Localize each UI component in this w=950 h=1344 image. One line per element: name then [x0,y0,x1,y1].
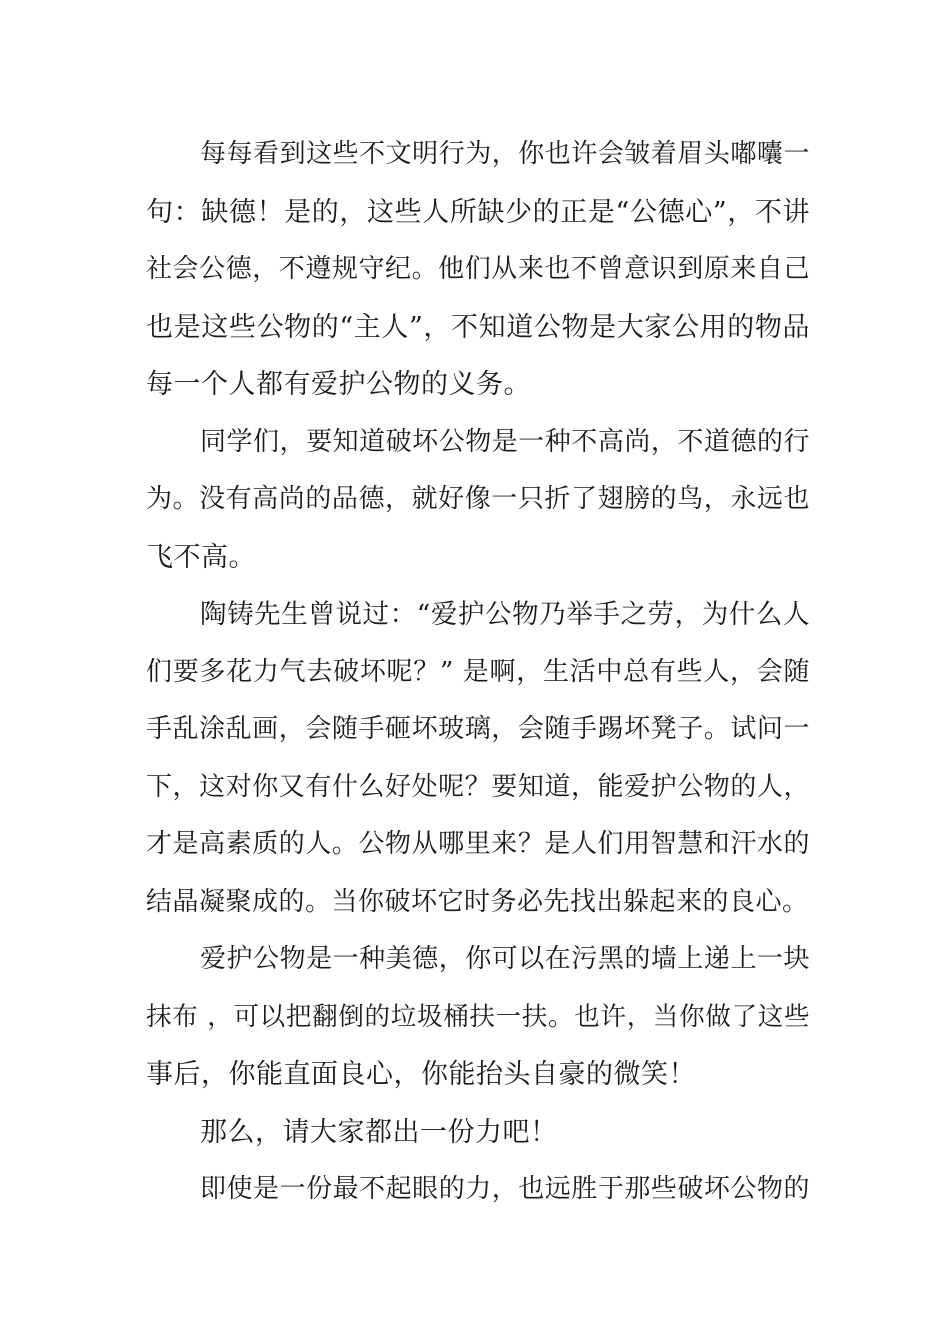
text-line: 抹布 ，可以把翻倒的垃圾桶扶一扶。也许，当你做了这些 [146,1001,810,1032]
text-line: 那么，请大家都出一份力吧！ [200,1116,558,1148]
text-line: 飞不高。 [146,541,256,573]
text-line: 也是这些公物的“主人”，不知道公物是大家公用的物品 [146,311,810,343]
text-line: 即使是一份最不起眼的力，也远胜于那些破坏公物的 [200,1174,810,1204]
text-line: 每每看到这些不文明行为，你也许会皱着眉头嘟囔一 [200,139,810,169]
text-line: 社会公德，不遵规守纪。他们从来也不曾意识到原来自己 [146,254,810,284]
text-line: 事后，你能直面良心，你能抬头自豪的微笑！ [146,1059,696,1090]
text-line: 同学们，要知道破坏公物是一种不高尚，不道德的行 [200,426,810,457]
text-line: 们要多花力气去破坏呢？” 是啊，生活中总有些人，会随 [146,656,810,687]
text-line: 下，这对你又有什么好处呢？要知道，能爱护公物的人， [146,771,810,802]
text-line: 爱护公物是一种美德，你可以在污黑的墙上递上一块 [200,944,810,974]
text-line: 结晶凝聚成的。当你破坏它时务必先找出躲起来的良心。 [146,886,809,917]
document-body [146,126,810,1219]
text-line: 为。没有高尚的品德，就好像一只折了翅膀的鸟，永远也 [146,484,810,514]
text-line: 手乱涂乱画，会随手砸坏玻璃，会随手踢坏凳子。试问一 [146,714,810,744]
text-line: 句：缺德！是的，这些人所缺少的正是“公德心”，不讲 [146,196,810,228]
text-line: 每一个人都有爱护公物的义务。 [146,369,531,400]
text-line: 才是高素质的人。公物从哪里来？是人们用智慧和汗水的 [146,829,810,859]
text-line: 陶铸先生曾说过：“爱护公物乃举手之劳，为什么人 [200,599,810,630]
